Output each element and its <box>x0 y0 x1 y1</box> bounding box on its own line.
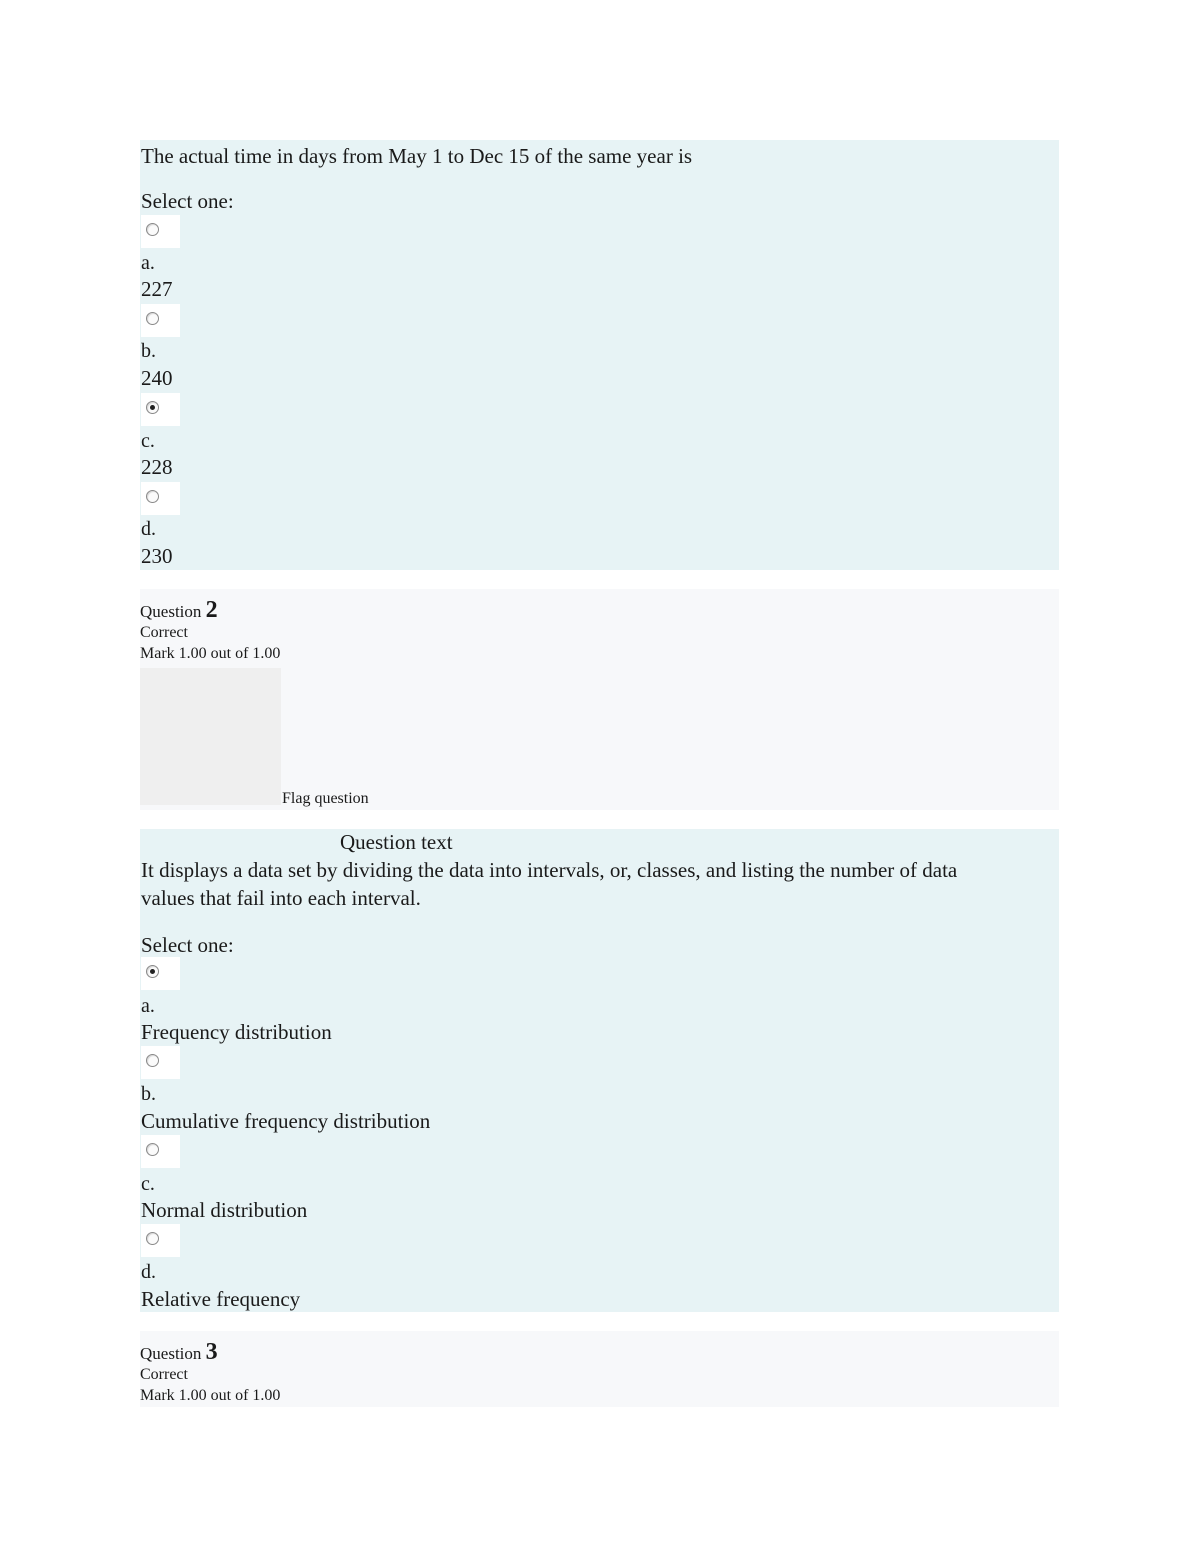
option-b-text[interactable]: Cumulative frequency distribution <box>141 1109 431 1133</box>
question-state: Correct <box>140 1366 188 1383</box>
question-grade: Mark 1.00 out of 1.00 <box>140 1387 281 1404</box>
radio-button[interactable] <box>146 490 159 503</box>
question-state: Correct <box>140 624 188 641</box>
question-number <box>140 597 218 624</box>
select-one-label: Select one: <box>141 189 234 213</box>
radio-button[interactable] <box>146 1054 159 1067</box>
option-d-text[interactable]: Relative frequency <box>141 1287 301 1311</box>
radio-button[interactable] <box>146 1232 159 1245</box>
select-one-label: Select one: <box>141 933 234 957</box>
option-a-radio-box[interactable] <box>141 957 180 990</box>
radio-button[interactable] <box>146 1143 159 1156</box>
option-c-radio-box[interactable] <box>141 1135 180 1168</box>
option-c-text[interactable]: Normal distribution <box>141 1198 308 1222</box>
radio-button-selected[interactable] <box>146 965 159 978</box>
option-c-radio-box[interactable] <box>141 393 180 426</box>
option-d-radio-box[interactable] <box>141 482 180 515</box>
question-3-info-panel <box>140 1331 1059 1407</box>
question-1-text-panel <box>140 140 1059 570</box>
option-b-radio-box[interactable] <box>141 304 180 337</box>
question-label: Question <box>140 1344 202 1363</box>
radio-button[interactable] <box>146 223 159 236</box>
option-c-letter: c. <box>141 1173 155 1195</box>
question-2-prompt-line-1: It displays a data set by dividing the data into intervals, or, classes, and listing the number of data <box>141 858 958 882</box>
option-a-text[interactable]: Frequency distribution <box>141 1020 332 1044</box>
question-label: Question <box>140 602 202 621</box>
option-d-letter: d. <box>141 518 156 540</box>
option-c-text[interactable]: 228 <box>141 455 173 479</box>
option-b-letter: b. <box>141 1083 156 1105</box>
option-d-letter: d. <box>141 1261 156 1283</box>
question-text-label: Question text <box>340 830 453 854</box>
radio-button[interactable] <box>146 312 159 325</box>
option-a-radio-box[interactable] <box>141 215 180 248</box>
radio-button-selected[interactable] <box>146 401 159 414</box>
option-a-text[interactable]: 227 <box>141 277 173 301</box>
question-number-value: 3 <box>205 1339 218 1365</box>
option-d-text[interactable]: 230 <box>141 544 173 568</box>
question-1-prompt: The actual time in days from May 1 to Dec 15 of the same year is <box>141 144 693 168</box>
option-b-text[interactable]: 240 <box>141 366 173 390</box>
option-a-letter: a. <box>141 995 155 1017</box>
option-c-letter: c. <box>141 430 155 452</box>
question-grade: Mark 1.00 out of 1.00 <box>140 645 281 662</box>
question-2-prompt-line-2: values that fail into each interval. <box>141 886 421 910</box>
flag-icon[interactable] <box>140 668 281 805</box>
question-2-text-panel <box>140 829 1059 1312</box>
option-d-radio-box[interactable] <box>141 1224 180 1257</box>
question-number <box>140 1339 218 1366</box>
option-a-letter: a. <box>141 252 155 274</box>
question-2-info-panel <box>140 589 1059 810</box>
option-b-letter: b. <box>141 340 156 362</box>
flag-question-link[interactable]: Flag question <box>282 790 369 807</box>
option-b-radio-box[interactable] <box>141 1046 180 1079</box>
question-number-value: 2 <box>205 597 218 623</box>
